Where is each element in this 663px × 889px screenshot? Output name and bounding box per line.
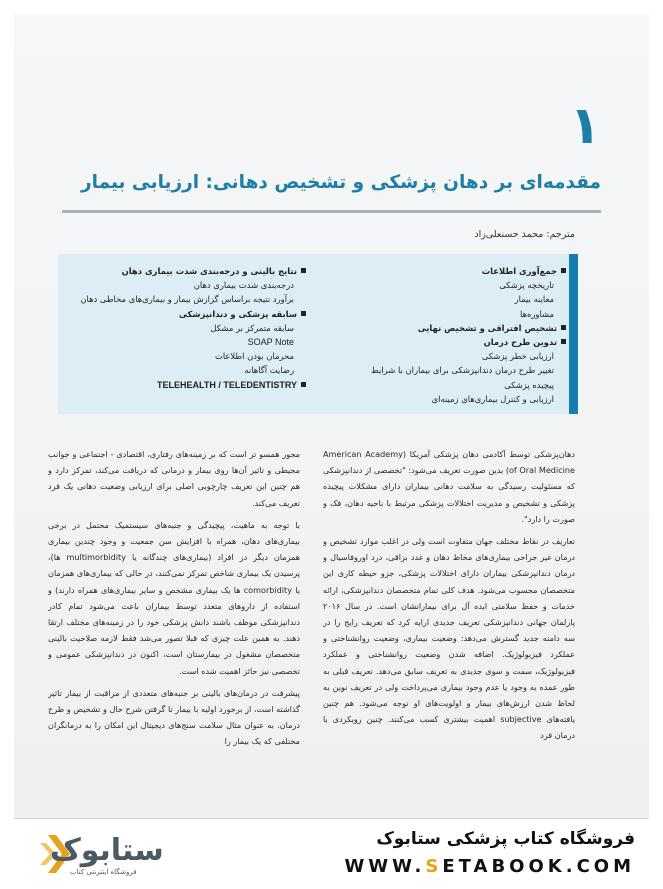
outline-subitem: معاینه بیمار [514, 294, 554, 305]
title-divider [62, 210, 601, 213]
outline-subitem: پیچیده پزشکی [504, 379, 554, 390]
body-column-right [323, 446, 575, 818]
outline-subitem: ارزیابی خطر پزشکی [481, 351, 554, 362]
outline-accent-bar [569, 254, 578, 414]
outline-heading: سابقه پزشکی و دندانپزشکی [60, 307, 306, 321]
outline-subitem: تاریخچه پزشکی [499, 280, 554, 291]
footer-divider [14, 818, 649, 819]
body-paragraph: با توجه به ماهیت، پیچیدگی و جنبه‌های سیستمیک محتمل در برخی بیماری‌های دهان، همراه با افزایش سن جمعیت و وجود چندین بیماری همزمان دیگر در افراد (بیماری‌های چندگانه یا multimorbidity ها)، پرسیدن یک بیماری شاخص تمرکز نمی‌کنند، در حالی که بیماری‌های همزمان یا comorbidity ها یک بیماری مشخص و سایر بیماری‌های همراه دارند) و استفاده از داروهای متعدد توسط بیماران باعث می‌شود تمام کادر دندانپزشکی موظف باشند دانش پزشکی خود را در زمینه‌های مختلف ارتقا دهند. به همین علت چیزی که قبلا تصور می‌شد فقط لازمه صلاحیت بالینی متخصصان مشغول در بیمارستان است، اکنون در دندانپزشکی عمومی و تخصصی نیز حائز اهمیت شده است. [48, 519, 300, 676]
url-brand-letter: S [425, 856, 443, 877]
outline-subitem: مشاوره‌ها [520, 308, 554, 319]
outline-subitem: SOAP Note [247, 337, 294, 348]
store-url[interactable] [344, 856, 635, 877]
translator-credit: مترجم: محمد حسنعلی‌زاد [474, 229, 575, 240]
outline-left-column [60, 264, 306, 392]
body-paragraph: تعاریف در نقاط مختلف جهان متفاوت است ولی در اغلب موارد تشخیص و درمان غیر جراحی بیماری‌های مخاط دهان و غدد بزاقی، درد اوروفاسیال و درمان دندانپزشکی بیماران دارای اختلالات پزشکی، جزو حیطه کاری این متخصصان محسوب می‌شود. هدف کلی تمام متخصصان دندانپزشکی، ارائه خدمات و حفظ سلامتی ایده آل برای بیمارانشان است. در سال ۲۰۱۶ پارلمان جهانی دندانپزشکی تعریف جدیدی ارایه کرد که تعریف رایج را در سه دامنه جدید گسترش می‌دهد: وضعیت بیماری، وضعیت روانشناختی و عملکرد فیزیولوژیک. اضافه شدن وضعیت روانشناختی و عملکرد فیزیولوژیک، سمت و سوی جدیدی به تعریف سابق می‌دهد. تعریف قبلی به طور عمده به وجود یا عدم وجود بیماری می‌پرداخت ولی در تعریف نوین به لحاظ شدن ارزش‌های بیمار و اولویت‌های او توجه می‌شود. هم چنین یافته‌های subjective اهمیت بیشتری کسب می‌کنند. چنین رویکردی با درمان فرد [323, 536, 575, 741]
body-paragraph: محور همسو تر است که بر زمینه‌های رفتاری، اقتصادی - اجتماعی و جوانب محیطی و تاثیر آن‌ها روی بیمار و درمانی که دریافت می‌کند، تمرکز دارد و هم چنین این تعریف چارچوبی اصلی برای ارزیابی وضعیت دهانی یک فرد تعریف می‌کند. [48, 449, 300, 508]
logo-subtitle: فروشگاه اینترنتی کتاب [70, 868, 137, 876]
outline-subitem: سابقه متمرکز بر مشکل [210, 322, 294, 333]
outline-heading: تشخیص افتراقی و تشخیص نهایی [316, 321, 566, 335]
chapter-outline-box [58, 254, 574, 414]
url-rest: ETABOOK.COM [442, 856, 635, 877]
body-paragraph: دهان‌پزشکی توسط آکادمی دهان پزشکی آمریکا (American Academy of Oral Medicine) بدین صورت تعریف می‌شود: "تخصصی از دندانپزشکی که مسئولیت رسیدگی به سلامت دهانی بیماران دارای مشکلات پیچیده پزشکی و تشخیص و مدیریت اختلالات پزشکی مرتبط با ناحیه دهان، فک و صورت را دارد". [323, 449, 575, 524]
outline-heading: تدوین طرح درمان [316, 335, 566, 349]
outline-subitem: برآورد نتیجه براساس گزارش بیمار و بیماری‌های مخاطی دهان [80, 294, 294, 305]
chapter-number: ۱ [569, 96, 601, 156]
outline-subitem: ارزیابی و کنترل بیماری‌های زمینه‌ای [431, 393, 554, 404]
outline-subitem: تغییر طرح درمان دندانپزشکی برای بیماران با شرایط [371, 365, 554, 376]
body-column-left [48, 446, 300, 818]
outline-heading: جمع‌آوری اطلاعات [316, 264, 566, 278]
logo-wordmark: ستابوک [50, 833, 164, 868]
outline-subitem: محرمان بودن اطلاعات [215, 351, 294, 362]
body-paragraph: پیشرفت در درمان‌های بالینی بر جنبه‌های متعددی از مراقبت از بیمار تاثیر گذاشته است، از برخورد اولیه با بیمار تا گرفتن شرح حال و تشخیص و طرح درمان. به عنوان مثال سلامت سنج‌های دیجیتال این امکان را به درمانگران مختلفی که یک بیمار را [48, 687, 300, 747]
url-prefix: WWW. [344, 856, 426, 877]
outline-subitem: رضایت آگاهانه [244, 365, 294, 376]
outline-heading: TELEHEALTH / TELEDENTISTRY [60, 378, 306, 392]
outline-right-column [316, 264, 566, 406]
outline-subitem: درجه‌بندی شدت بیماری دهان [193, 280, 294, 291]
chapter-title: مقدمه‌ای بر دهان پزشکی و تشخیص دهانی: ارزیابی بیمار [80, 172, 601, 193]
outline-heading: نتایج بالینی و درجه‌بندی شدت بیماری دهان [60, 264, 306, 278]
store-name: فروشگاه کتاب پزشکی ستابوک [376, 829, 635, 849]
